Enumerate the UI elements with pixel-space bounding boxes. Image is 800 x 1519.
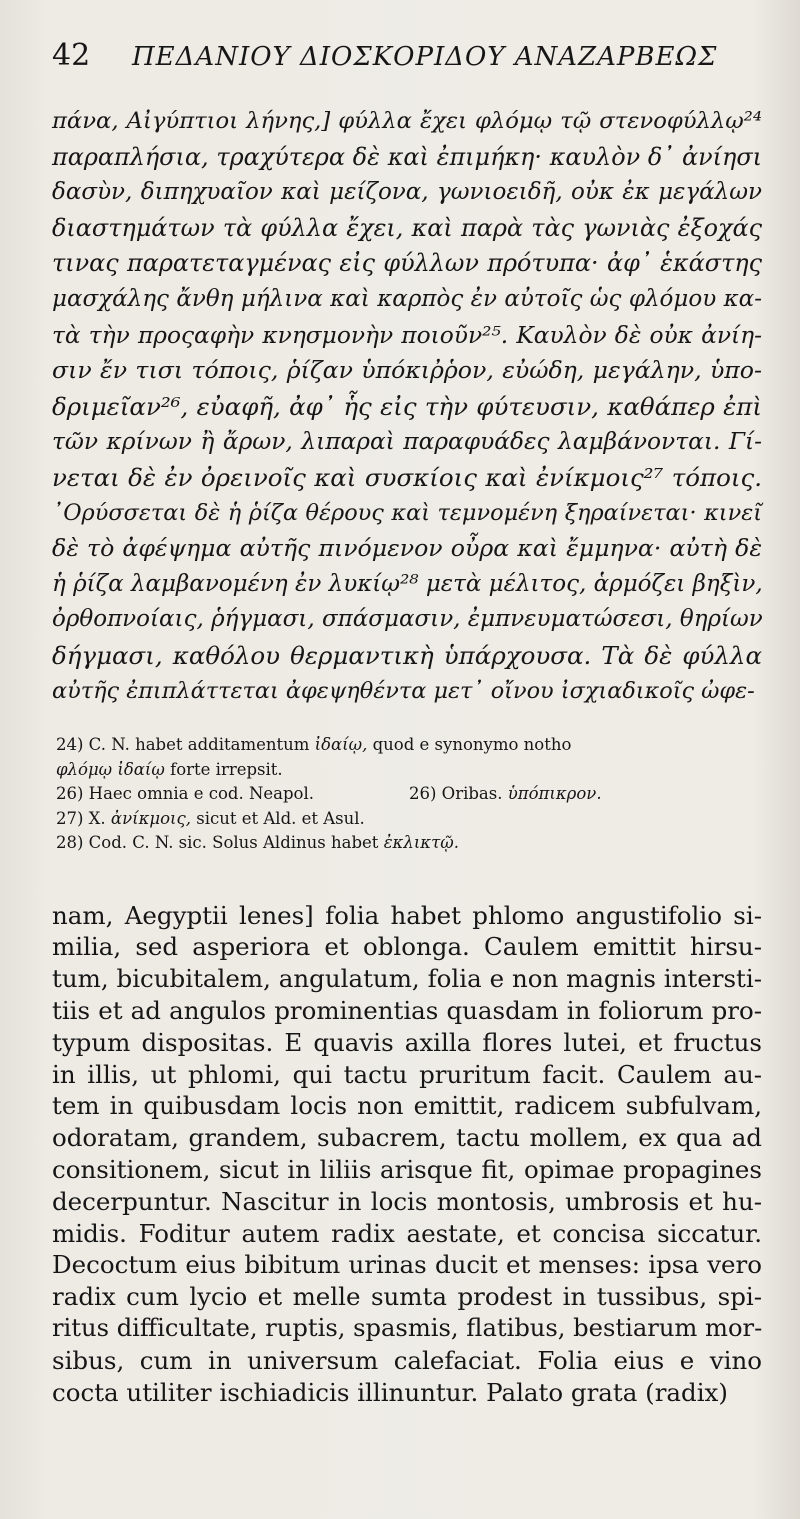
latin-line: sibus, cum in universum calefaciat. Folia eius e vino xyxy=(52,1345,762,1375)
greek-line: δασὺν, διπηχυαῖον καὶ μείζονα, γωνιοειδῆ, οὐκ ἐκ μεγάλων xyxy=(52,179,762,206)
greek-line: τῶν κρίνων ἢ ἄρων, λιπαραὶ παραφυάδες λαμβάνονται. Γί- xyxy=(52,428,762,456)
footnote-24 xyxy=(56,733,762,758)
latin-line: Decoctum eius bibitum urinas ducit et menses: ipsa vero xyxy=(52,1250,762,1280)
footnote-text: 27) X. xyxy=(56,808,106,828)
greek-line: δὲ τὸ ἀφέψημα αὐτῆς πινόμενον οὖρα καὶ ἔμμηνα· αὐτὴ δὲ xyxy=(52,534,762,563)
footnote-text: 28) Cod. C. N. sic. Solus Aldinus habet xyxy=(56,833,379,853)
latin-line: tiis et ad angulos prominentias quasdam in foliorum pro- xyxy=(52,995,762,1025)
greek-text xyxy=(52,104,762,709)
latin-line: consitionem, sicut in liliis arisque fit, opimae propagines xyxy=(52,1154,762,1184)
latin-line: cocta utiliter ischiadicis illinuntur. Palato grata (radix) xyxy=(52,1377,728,1407)
footnotes xyxy=(52,733,762,856)
latin-line: ritus difficultate, ruptis, spasmis, flatibus, bestiarum mor- xyxy=(52,1313,763,1342)
greek-line: δήγμασι, καθόλου θερμαντικὴ ὑπάρχουσα. Τὰ δὲ φύλλα xyxy=(52,640,762,670)
footnote-text: 26) Oribas. xyxy=(409,784,503,804)
greek-line: αὐτῆς ἐπιπλάττεται ἀφεψηθέντα μετ᾽ οἴνου ἰσχιαδικοῖς ὠφε- xyxy=(52,677,755,704)
greek-line: τὰ τὴν προςαφὴν κνησμονὴν ποιοῦν²⁵. Καυλὸν δὲ οὐκ ἀνίη- xyxy=(52,321,762,349)
latin-line: tum, bicubitalem, angulatum, folia e non magnis intersti- xyxy=(52,964,762,994)
greek-line: νεται δὲ ἐν ὀρεινοῖς καὶ συσκίοις καὶ ἐνίκμοις²⁷ τόποις. xyxy=(52,462,762,492)
latin-line: radix cum lycio et melle sumta prodest in tussibus, spi- xyxy=(52,1282,762,1312)
footnote-26a: 26) Haec omnia e cod. Neapol. xyxy=(56,784,315,804)
footnote-greek: ὑπόπικρον. xyxy=(507,784,602,804)
greek-line: μασχάλης ἄνθη μήλινα καὶ καρπὸς ἐν αὐτοῖς ὡς φλόμου κα- xyxy=(52,285,762,312)
footnote-text: forte irrepsit. xyxy=(170,759,283,779)
footnote-greek: ἐκλικτῷ. xyxy=(383,833,459,853)
page-number: 42 xyxy=(52,38,91,73)
greek-line: παραπλήσια, τραχύτερα δὲ καὶ ἐπιμήκη· καυλὸν δ᾽ ἀνίησι xyxy=(52,142,762,171)
footnote-26-pair xyxy=(56,782,762,807)
latin-line: decerpuntur. Nascitur in locis montosis, umbrosis et hu- xyxy=(52,1186,762,1216)
latin-line: nam, Aegyptii lenes] folia habet phlomo angustifolio si- xyxy=(52,900,762,930)
running-head: ΠΕΔΑΝΙΟΥ ΔΙΟΣΚΟΡΙΔΟΥ ΑΝΑΖΑΡΒΕΩΣ xyxy=(132,42,718,72)
footnote-greek: ἀνίκμοις, xyxy=(110,808,191,828)
latin-line: in illis, ut phlomi, qui tactu pruritum facit. Caulem au- xyxy=(52,1059,762,1089)
footnote-greek: ἰδαίῳ, xyxy=(314,735,368,755)
latin-line: milia, sed asperiora et oblonga. Caulem emittit hirsu- xyxy=(52,932,762,962)
greek-line: διαστημάτων τὰ φύλλα ἔχει, καὶ παρὰ τὰς γωνιὰς ἐξοχάς xyxy=(52,213,762,242)
latin-line: tem in quibusdam locis non emittit, radicem subfulvam, xyxy=(52,1091,762,1121)
greek-line: ὀρθοπνοίαις, ῥήγμασι, σπάσμασιν, ἐμπνευματώσεσι, θηρίων xyxy=(52,606,763,633)
page-header xyxy=(52,0,762,76)
footnote-27 xyxy=(56,807,762,832)
footnote-greek: φλόμῳ ἰδαίῳ xyxy=(56,759,165,779)
latin-line: midis. Foditur autem radix aestate, et concisa siccatur. xyxy=(52,1218,762,1248)
greek-line: δριμεῖαν²⁶, εὐαφῆ, ἀφ᾽ ἧς εἰς τὴν φύτευσιν, καθάπερ ἐπὶ xyxy=(52,391,762,421)
greek-line: πάνα, Αἰγύπτιοι λήνης,] φύλλα ἔχει φλόμῳ τῷ στενοφύλλῳ²⁴ xyxy=(52,108,762,134)
footnote-28 xyxy=(56,831,762,856)
footnote-text: 24) C. N. habet additamentum xyxy=(56,735,310,755)
latin-line: odoratam, grandem, subacrem, tactu mollem, ex qua ad xyxy=(52,1123,762,1153)
latin-translation xyxy=(52,900,762,1409)
greek-line: τινας παρατεταγμένας εἰς φύλλων πρότυπα· ἀφ᾽ ἑκάστης xyxy=(52,249,762,278)
greek-line: ᾽Ορύσσεται δὲ ἡ ῥίζα θέρους καὶ τεμνομένη ξηραίνεται· κινεῖ xyxy=(52,499,762,526)
footnote-26b xyxy=(409,782,762,807)
greek-line: ἡ ῥίζα λαμβανομένη ἐν λυκίῳ²⁸ μετὰ μέλιτος, ἁρμόζει βηξὶν, xyxy=(52,570,763,597)
footnote-text: quod e synonymo notho xyxy=(372,735,572,755)
footnote-24-cont xyxy=(56,758,762,783)
latin-line: typum dispositas. E quavis axilla flores lutei, et fructus xyxy=(52,1027,762,1057)
footnote-text: sicut et Ald. et Asul. xyxy=(196,808,365,828)
greek-line: σιν ἔν τισι τόποις, ῥίζαν ὑπόκιῤῥον, εὐώδη, μεγάλην, ὑπο- xyxy=(52,356,762,385)
